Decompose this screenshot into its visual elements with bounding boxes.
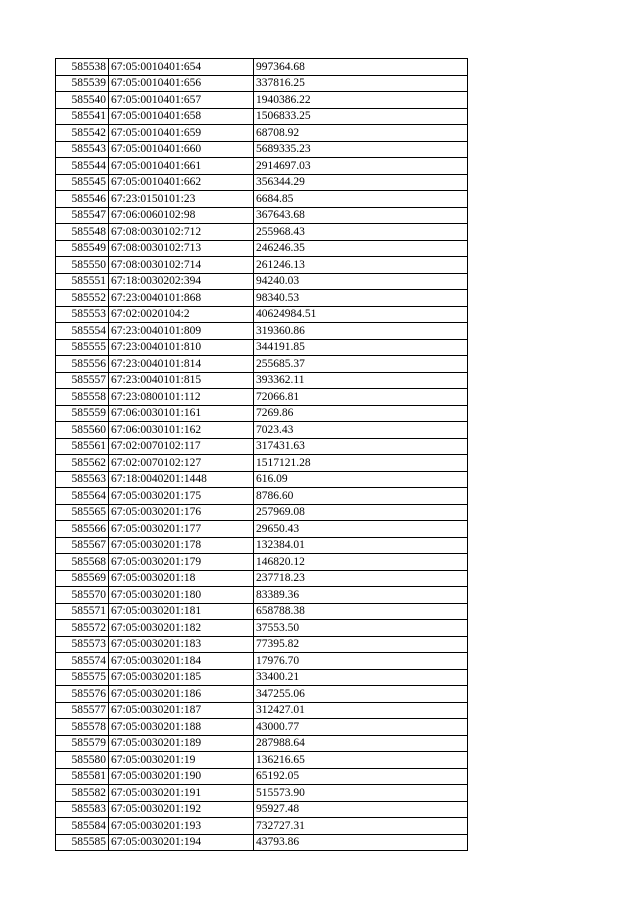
table-row <box>56 719 468 736</box>
table-row <box>56 306 468 323</box>
cadastral-number-cell: 67:05:0030201:18 <box>109 570 254 587</box>
value-cell: 43793.86 <box>254 834 468 851</box>
table-row <box>56 356 468 373</box>
row-number-cell: 585559 <box>56 405 109 422</box>
row-number-cell: 585583 <box>56 801 109 818</box>
cadastral-number-cell: 67:05:0030201:176 <box>109 504 254 521</box>
table-row <box>56 92 468 109</box>
value-cell: 515573.90 <box>254 785 468 802</box>
cadastral-number-cell: 67:05:0010401:654 <box>109 59 254 76</box>
value-cell: 98340.53 <box>254 290 468 307</box>
cadastral-number-cell: 67:05:0010401:658 <box>109 108 254 125</box>
cadastral-number-cell: 67:05:0030201:177 <box>109 521 254 538</box>
row-number-cell: 585566 <box>56 521 109 538</box>
cadastral-number-cell: 67:05:0030201:181 <box>109 603 254 620</box>
table-row <box>56 570 468 587</box>
cadastral-number-cell: 67:06:0030101:162 <box>109 422 254 439</box>
value-cell: 5689335.23 <box>254 141 468 158</box>
value-cell: 337816.25 <box>254 75 468 92</box>
value-cell: 356344.29 <box>254 174 468 191</box>
table-row <box>56 669 468 686</box>
value-cell: 1517121.28 <box>254 455 468 472</box>
table-row <box>56 752 468 769</box>
row-number-cell: 585556 <box>56 356 109 373</box>
cadastral-number-cell: 67:05:0030201:193 <box>109 818 254 835</box>
row-number-cell: 585549 <box>56 240 109 257</box>
cadastral-number-cell: 67:05:0030201:192 <box>109 801 254 818</box>
table-row <box>56 141 468 158</box>
value-cell: 136216.65 <box>254 752 468 769</box>
table-row <box>56 339 468 356</box>
cadastral-number-cell: 67:05:0030201:183 <box>109 636 254 653</box>
value-cell: 1506833.25 <box>254 108 468 125</box>
value-cell: 255685.37 <box>254 356 468 373</box>
row-number-cell: 585575 <box>56 669 109 686</box>
row-number-cell: 585548 <box>56 224 109 241</box>
row-number-cell: 585569 <box>56 570 109 587</box>
row-number-cell: 585563 <box>56 471 109 488</box>
cadastral-number-cell: 67:02:0070102:117 <box>109 438 254 455</box>
value-cell: 146820.12 <box>254 554 468 571</box>
row-number-cell: 585542 <box>56 125 109 142</box>
cadastral-number-cell: 67:02:0070102:127 <box>109 455 254 472</box>
row-number-cell: 585551 <box>56 273 109 290</box>
value-cell: 6684.85 <box>254 191 468 208</box>
value-cell: 37553.50 <box>254 620 468 637</box>
value-cell: 65192.05 <box>254 768 468 785</box>
table-row <box>56 422 468 439</box>
data-table <box>55 58 468 851</box>
value-cell: 72066.81 <box>254 389 468 406</box>
table-row <box>56 521 468 538</box>
cadastral-number-cell: 67:23:0800101:112 <box>109 389 254 406</box>
value-cell: 616.09 <box>254 471 468 488</box>
table-row <box>56 389 468 406</box>
table-row <box>56 323 468 340</box>
value-cell: 287988.64 <box>254 735 468 752</box>
value-cell: 257969.08 <box>254 504 468 521</box>
value-cell: 95927.48 <box>254 801 468 818</box>
row-number-cell: 585557 <box>56 372 109 389</box>
cadastral-number-cell: 67:23:0040101:810 <box>109 339 254 356</box>
value-cell: 319360.86 <box>254 323 468 340</box>
table-row <box>56 471 468 488</box>
row-number-cell: 585572 <box>56 620 109 637</box>
cadastral-number-cell: 67:23:0040101:815 <box>109 372 254 389</box>
row-number-cell: 585567 <box>56 537 109 554</box>
row-number-cell: 585584 <box>56 818 109 835</box>
row-number-cell: 585550 <box>56 257 109 274</box>
row-number-cell: 585539 <box>56 75 109 92</box>
row-number-cell: 585576 <box>56 686 109 703</box>
cadastral-number-cell: 67:05:0030201:179 <box>109 554 254 571</box>
cadastral-number-cell: 67:05:0030201:185 <box>109 669 254 686</box>
table-row <box>56 768 468 785</box>
table-row <box>56 372 468 389</box>
value-cell: 658788.38 <box>254 603 468 620</box>
cadastral-number-cell: 67:06:0060102:98 <box>109 207 254 224</box>
cadastral-number-cell: 67:05:0030201:180 <box>109 587 254 604</box>
value-cell: 393362.11 <box>254 372 468 389</box>
table-row <box>56 405 468 422</box>
table-row <box>56 290 468 307</box>
value-cell: 367643.68 <box>254 207 468 224</box>
value-cell: 997364.68 <box>254 59 468 76</box>
cadastral-number-cell: 67:05:0030201:186 <box>109 686 254 703</box>
row-number-cell: 585544 <box>56 158 109 175</box>
table-row <box>56 108 468 125</box>
value-cell: 237718.23 <box>254 570 468 587</box>
cadastral-number-cell: 67:05:0010401:657 <box>109 92 254 109</box>
table-row <box>56 735 468 752</box>
row-number-cell: 585540 <box>56 92 109 109</box>
cadastral-number-cell: 67:02:0020104:2 <box>109 306 254 323</box>
row-number-cell: 585582 <box>56 785 109 802</box>
value-cell: 255968.43 <box>254 224 468 241</box>
value-cell: 83389.36 <box>254 587 468 604</box>
row-number-cell: 585568 <box>56 554 109 571</box>
cadastral-number-cell: 67:05:0010401:662 <box>109 174 254 191</box>
value-cell: 68708.92 <box>254 125 468 142</box>
value-cell: 312427.01 <box>254 702 468 719</box>
cadastral-number-cell: 67:08:0030102:713 <box>109 240 254 257</box>
value-cell: 132384.01 <box>254 537 468 554</box>
cadastral-number-cell: 67:05:0030201:184 <box>109 653 254 670</box>
cadastral-number-cell: 67:05:0030201:188 <box>109 719 254 736</box>
cadastral-number-cell: 67:05:0010401:656 <box>109 75 254 92</box>
table-row <box>56 240 468 257</box>
row-number-cell: 585565 <box>56 504 109 521</box>
row-number-cell: 585560 <box>56 422 109 439</box>
table-row <box>56 603 468 620</box>
cadastral-number-cell: 67:05:0030201:190 <box>109 768 254 785</box>
table-row <box>56 834 468 851</box>
row-number-cell: 585546 <box>56 191 109 208</box>
table-row <box>56 785 468 802</box>
table-row <box>56 257 468 274</box>
row-number-cell: 585574 <box>56 653 109 670</box>
table-row <box>56 191 468 208</box>
table-row <box>56 207 468 224</box>
row-number-cell: 585585 <box>56 834 109 851</box>
table-row <box>56 75 468 92</box>
cadastral-number-cell: 67:18:0040201:1448 <box>109 471 254 488</box>
table-row <box>56 653 468 670</box>
table-row <box>56 224 468 241</box>
value-cell: 94240.03 <box>254 273 468 290</box>
cadastral-number-cell: 67:23:0040101:809 <box>109 323 254 340</box>
value-cell: 7269.86 <box>254 405 468 422</box>
spreadsheet-page <box>55 58 468 851</box>
value-cell: 347255.06 <box>254 686 468 703</box>
value-cell: 33400.21 <box>254 669 468 686</box>
value-cell: 8786.60 <box>254 488 468 505</box>
row-number-cell: 585578 <box>56 719 109 736</box>
table-row <box>56 537 468 554</box>
row-number-cell: 585564 <box>56 488 109 505</box>
row-number-cell: 585561 <box>56 438 109 455</box>
table-row <box>56 587 468 604</box>
table-row <box>56 273 468 290</box>
value-cell: 2914697.03 <box>254 158 468 175</box>
value-cell: 40624984.51 <box>254 306 468 323</box>
cadastral-number-cell: 67:06:0030101:161 <box>109 405 254 422</box>
table-row <box>56 554 468 571</box>
value-cell: 77395.82 <box>254 636 468 653</box>
row-number-cell: 585547 <box>56 207 109 224</box>
row-number-cell: 585552 <box>56 290 109 307</box>
table-body <box>56 59 468 851</box>
cadastral-number-cell: 67:05:0030201:189 <box>109 735 254 752</box>
value-cell: 7023.43 <box>254 422 468 439</box>
table-row <box>56 59 468 76</box>
value-cell: 17976.70 <box>254 653 468 670</box>
table-row <box>56 438 468 455</box>
row-number-cell: 585545 <box>56 174 109 191</box>
cadastral-number-cell: 67:08:0030102:714 <box>109 257 254 274</box>
row-number-cell: 585538 <box>56 59 109 76</box>
row-number-cell: 585562 <box>56 455 109 472</box>
row-number-cell: 585577 <box>56 702 109 719</box>
cadastral-number-cell: 67:05:0010401:660 <box>109 141 254 158</box>
row-number-cell: 585541 <box>56 108 109 125</box>
row-number-cell: 585554 <box>56 323 109 340</box>
table-row <box>56 488 468 505</box>
value-cell: 732727.31 <box>254 818 468 835</box>
cadastral-number-cell: 67:23:0040101:814 <box>109 356 254 373</box>
table-row <box>56 620 468 637</box>
table-row <box>56 686 468 703</box>
row-number-cell: 585570 <box>56 587 109 604</box>
cadastral-number-cell: 67:05:0010401:659 <box>109 125 254 142</box>
table-row <box>56 504 468 521</box>
cadastral-number-cell: 67:08:0030102:712 <box>109 224 254 241</box>
row-number-cell: 585571 <box>56 603 109 620</box>
table-row <box>56 125 468 142</box>
cadastral-number-cell: 67:05:0030201:19 <box>109 752 254 769</box>
cadastral-number-cell: 67:23:0040101:868 <box>109 290 254 307</box>
cadastral-number-cell: 67:05:0030201:178 <box>109 537 254 554</box>
value-cell: 261246.13 <box>254 257 468 274</box>
row-number-cell: 585553 <box>56 306 109 323</box>
value-cell: 317431.63 <box>254 438 468 455</box>
table-row <box>56 818 468 835</box>
table-row <box>56 801 468 818</box>
row-number-cell: 585581 <box>56 768 109 785</box>
cadastral-number-cell: 67:05:0030201:182 <box>109 620 254 637</box>
row-number-cell: 585558 <box>56 389 109 406</box>
value-cell: 246246.35 <box>254 240 468 257</box>
cadastral-number-cell: 67:18:0030202:394 <box>109 273 254 290</box>
table-row <box>56 455 468 472</box>
cadastral-number-cell: 67:05:0030201:194 <box>109 834 254 851</box>
row-number-cell: 585543 <box>56 141 109 158</box>
cadastral-number-cell: 67:23:0150101:23 <box>109 191 254 208</box>
row-number-cell: 585555 <box>56 339 109 356</box>
table-row <box>56 636 468 653</box>
cadastral-number-cell: 67:05:0030201:175 <box>109 488 254 505</box>
value-cell: 43000.77 <box>254 719 468 736</box>
value-cell: 29650.43 <box>254 521 468 538</box>
cadastral-number-cell: 67:05:0030201:191 <box>109 785 254 802</box>
value-cell: 344191.85 <box>254 339 468 356</box>
table-row <box>56 702 468 719</box>
table-row <box>56 158 468 175</box>
row-number-cell: 585579 <box>56 735 109 752</box>
value-cell: 1940386.22 <box>254 92 468 109</box>
table-row <box>56 174 468 191</box>
cadastral-number-cell: 67:05:0030201:187 <box>109 702 254 719</box>
row-number-cell: 585580 <box>56 752 109 769</box>
cadastral-number-cell: 67:05:0010401:661 <box>109 158 254 175</box>
row-number-cell: 585573 <box>56 636 109 653</box>
